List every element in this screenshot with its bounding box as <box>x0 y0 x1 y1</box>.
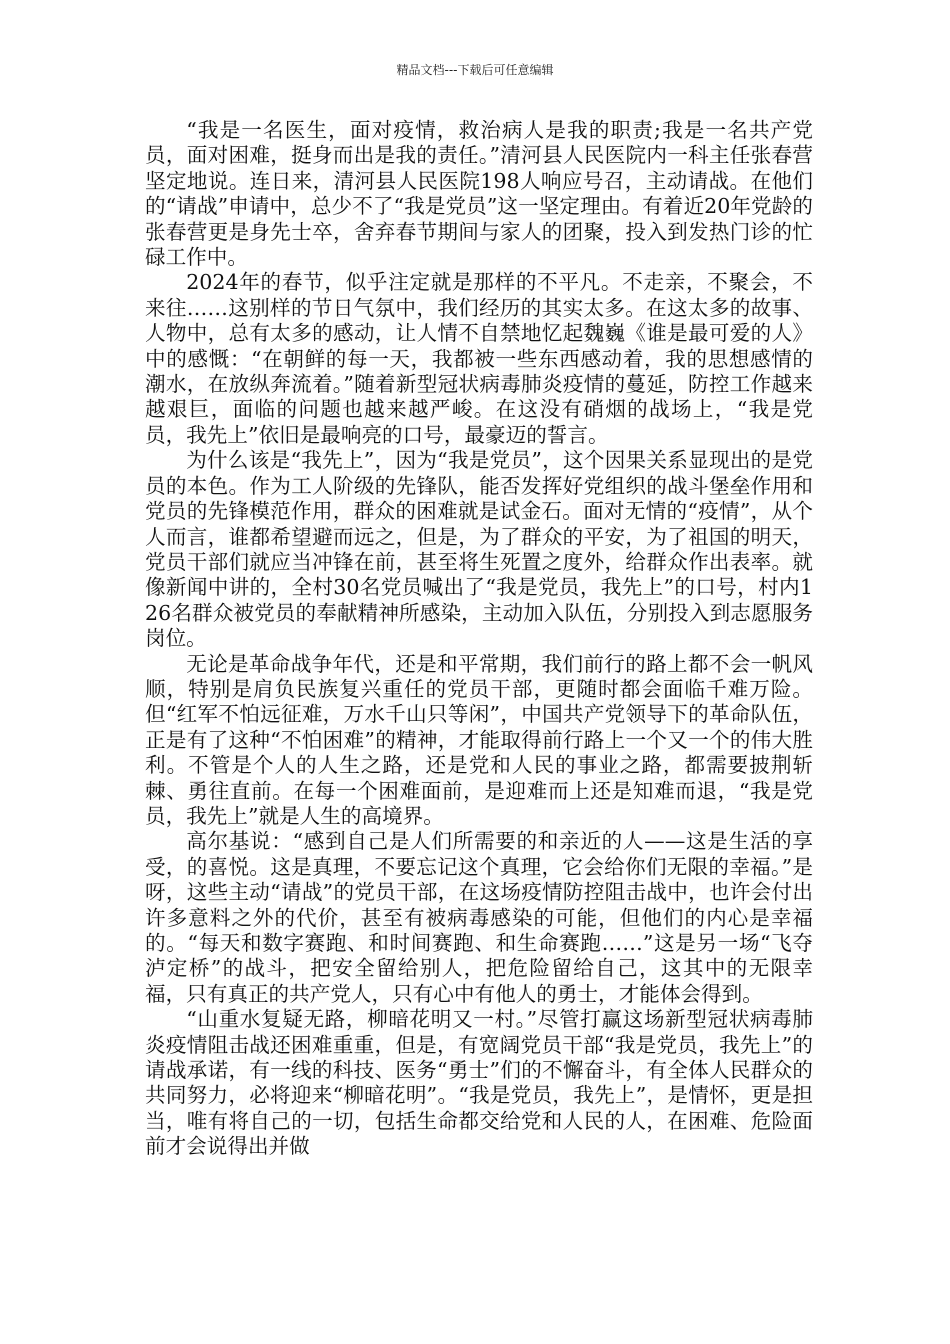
paragraph-1: “我是一名医生，面对疫情，救治病人是我的职责;我是一名共产党员，面对困难，挺身而出是我的责任。”清河县人民医院内一科主任张春营坚定地说。连日来，清河县人民医院198人响应号召，主动请战。在他们的“请战”申请中，总少不了“我是党员”这一坚定理由。有着近20年党龄的张春营更是身先士卒，舍弃春节期间与家人的团聚，投入到发热门诊的忙碌工作中。 <box>145 118 813 270</box>
paragraph-4: 无论是革命战争年代，还是和平常期，我们前行的路上都不会一帆风顺，特别是肩负民族复兴重任的党员干部，更随时都会面临千难万险。但“红军不怕远征难，万水千山只等闲”，中国共产党领导下的革命队伍，正是有了这种“不怕困难”的精神，才能取得前行路上一个又一个的伟大胜利。不管是个人的人生之路，还是党和人民的事业之路，都需要披荆斩棘、勇往直前。在每一个困难面前，是迎难而上还是知难而退，“我是党员，我先上”就是人生的高境界。 <box>145 651 813 828</box>
document-body <box>145 118 813 1160</box>
page-header: 精品文档---下载后可任意编辑 <box>396 63 554 77</box>
paragraph-6: “山重水复疑无路，柳暗花明又一村。”尽管打赢这场新型冠状病毒肺炎疫情阻击战还困难重重，但是，有宽阔党员干部“我是党员，我先上”的请战承诺，有一线的科技、医务“勇士”们的不懈奋斗，有全体人民群众的共同努力，必将迎来“柳暗花明”。“我是党员，我先上”，是情怀，更是担当，唯有将自己的一切，包括生命都交给党和人民的人，在困难、危险面前才会说得出并做 <box>145 1007 813 1159</box>
paragraph-5: 高尔基说：“感到自己是人们所需要的和亲近的人——这是生活的享受，的喜悦。这是真理，不要忘记这个真理，它会给你们无限的幸福。”是呀，这些主动“请战”的党员干部，在这场疫情防控阻击战中，也许会付出许多意料之外的代价，甚至有被病毒感染的可能，但他们的内心是幸福的。“每天和数字赛跑、和时间赛跑、和生命赛跑……”这是另一场“飞夺泸定桥”的战斗，把安全留给别人，把危险留给自己，这其中的无限幸福，只有真正的共产党人，只有心中有他人的勇士，才能体会得到。 <box>145 829 813 1006</box>
paragraph-3: 为什么该是“我先上”，因为“我是党员”，这个因果关系显现出的是党员的本色。作为工人阶级的先锋队，能否发挥好党组织的战斗堡垒作用和党员的先锋模范作用，群众的困难就是试金石。面对无情的“疫情”，从个人而言，谁都希望避而远之，但是，为了群众的平安，为了祖国的明天，党员干部们就应当冲锋在前，甚至将生死置之度外，给群众作出表率。就像新闻中讲的，全村30名党员喊出了“我是党员，我先上”的口号，村内126名群众被党员的奉献精神所感染，主动加入队伍，分别投入到志愿服务岗位。 <box>145 448 813 651</box>
paragraph-2: 2024年的春节，似乎注定就是那样的不平凡。不走亲，不聚会，不来往……这别样的节日气氛中，我们经历的其实太多。在这太多的故事、人物中，总有太多的感动，让人情不自禁地忆起魏巍《谁是最可爱的人》中的感慨：“在朝鲜的每一天，我都被一些东西感动着，我的思想感情的潮水，在放纵奔流着。”随着新型冠状病毒肺炎疫情的蔓延，防控工作越来越艰巨，面临的问题也越来越严峻。在这没有硝烟的战场上，“我是党员，我先上”依旧是最响亮的口号，最豪迈的誓言。 <box>145 270 813 447</box>
